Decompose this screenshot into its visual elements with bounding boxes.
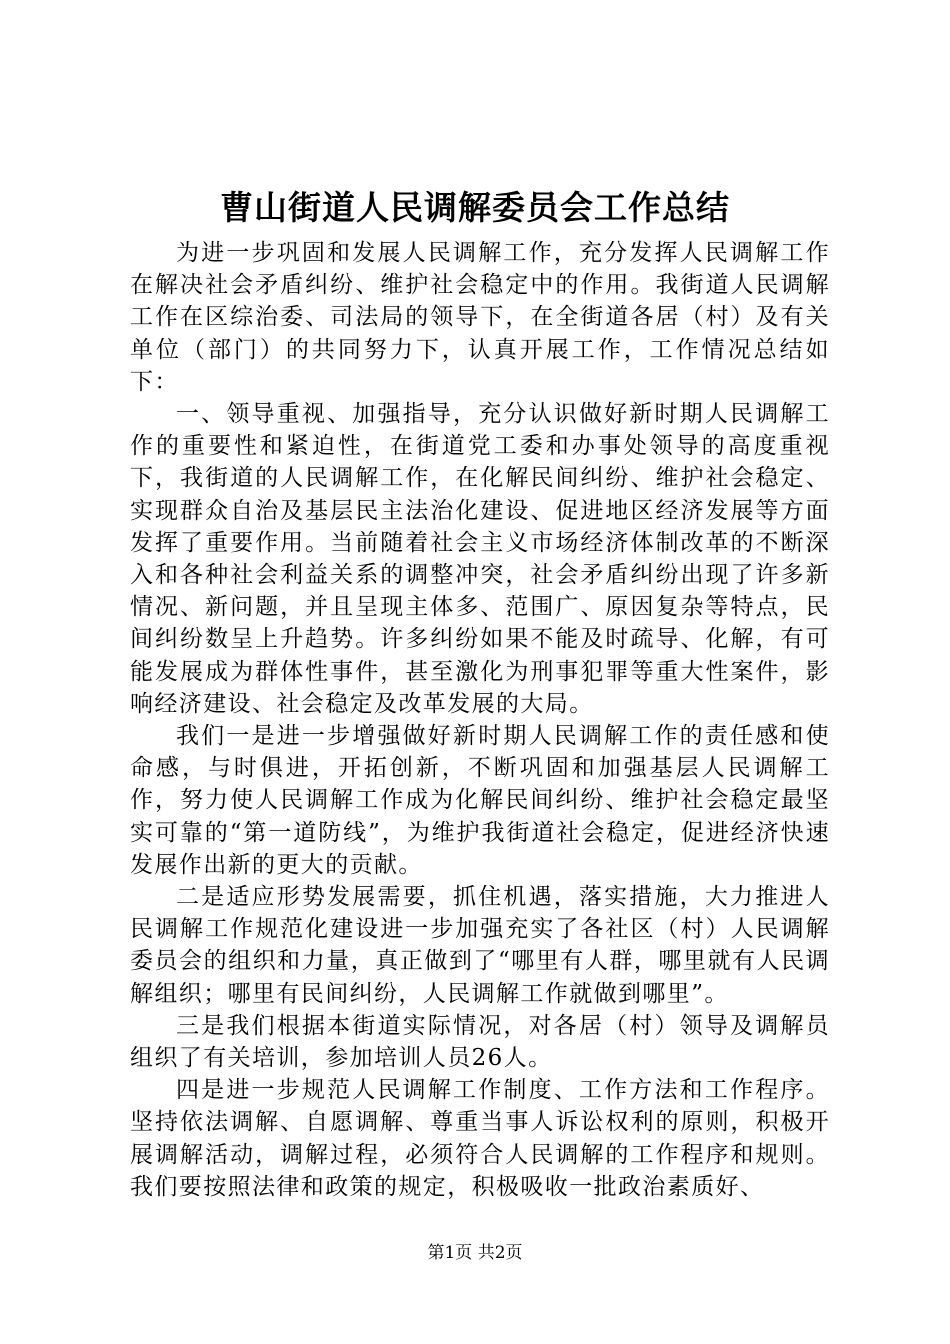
paragraph-point-1: 我们一是进一步增强做好新时期人民调解工作的责任感和使命感，与时俱进，开拓创新，不断巩固和加强基层人民调解工作，努力使人民调解工作成为化解民间纠纷、维护社会稳定最坚实可靠的“第一道防线”，为维护我街道社会稳定，促进经济快速发展作出新的更大的贡献。 — [130, 723, 830, 878]
document-body — [130, 237, 830, 1203]
document-title: 曹山街道人民调解委员会工作总结 — [220, 188, 730, 227]
paragraph-point-2: 二是适应形势发展需要，抓住机遇，落实措施，大力推进人民调解工作规范化建设进一步加强充实了各社区（村）人民调解委员会的组织和力量，真正做到了“哪里有人群，哪里就有人民调解组织；哪里有民间纠纷，人民调解工作就做到哪里”。 — [130, 884, 830, 1007]
paragraph-point-4: 四是进一步规范人民调解工作制度、工作方法和工作程序。坚持依法调解、自愿调解、尊重当事人诉讼权利的原则，积极开展调解活动，调解过程，必须符合人民调解的工作程序和规则。我们要按照法律和政策的规定，积极吸收一批政治素质好、 — [130, 1077, 830, 1200]
paragraph-point-3: 三是我们根据本街道实际情况，对各居（村）领导及调解员组织了有关培训，参加培训人员26人。 — [130, 1012, 830, 1072]
paragraph-intro: 为进一步巩固和发展人民调解工作，充分发挥人民调解工作在解决社会矛盾纠纷、维护社会稳定中的作用。我街道人民调解工作在区综治委、司法局的领导下，在全街道各居（村）及有关单位（部门）的共同努力下，认真开展工作，工作情况总结如下： — [130, 240, 830, 395]
page-footer: 第1页 共2页 — [427, 1243, 523, 1263]
paragraph-section-1: 一、领导重视、加强指导，充分认识做好新时期人民调解工作的重要性和紧迫性，在街道党工委和办事处领导的高度重视下，我街道的人民调解工作，在化解民间纠纷、维护社会稳定、实现群众自治及基层民主法治化建设、促进地区经济发展等方面发挥了重要作用。当前随着社会主义市场经济体制改革的不断深入和各种社会利益关系的调整冲突，社会矛盾纠纷出现了许多新情况、新问题，并且呈现主体多、范围广、原因复杂等特点，民间纠纷数呈上升趋势。许多纠纷如果不能及时疏导、化解，有可能发展成为群体性事件，甚至激化为刑事犯罪等重大性案件，影响经济建设、社会稳定及改革发展的大局。 — [130, 401, 830, 717]
